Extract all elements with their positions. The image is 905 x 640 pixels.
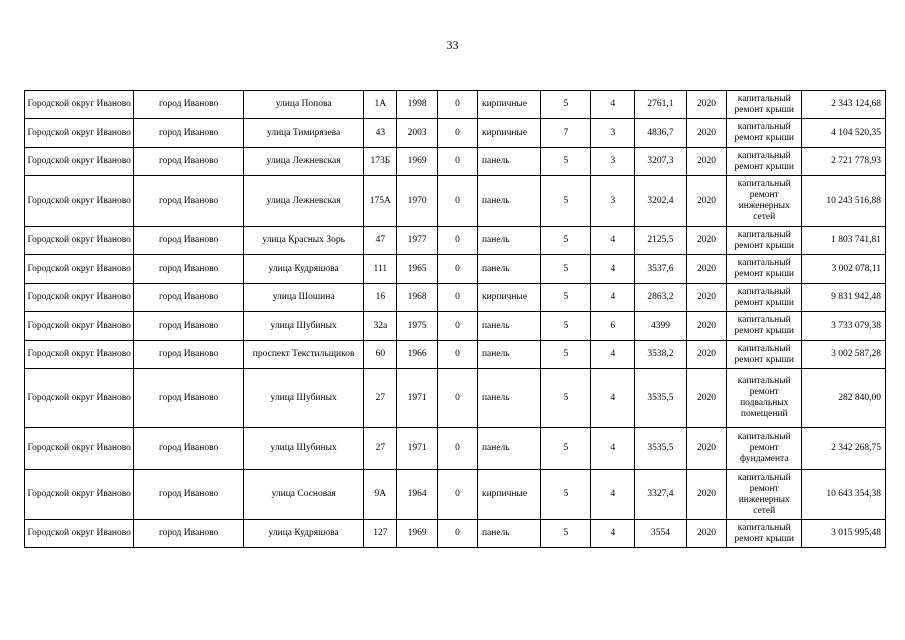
house-number-cell: 27: [364, 369, 397, 428]
flag-cell: 0: [438, 470, 478, 520]
build-year-cell: 1968: [397, 284, 438, 312]
work-type-cell: капитальный ремонт инженерных сетей: [727, 176, 802, 227]
entrances-cell: 4: [591, 341, 635, 369]
flag-cell: 0: [438, 284, 478, 312]
work-type-cell: капитальный ремонт инженерных сетей: [727, 470, 802, 520]
area-cell: 4399: [635, 312, 686, 341]
entrances-cell: 3: [591, 176, 635, 227]
entrances-cell: 4: [591, 369, 635, 428]
plan-year-cell: 2020: [686, 312, 727, 341]
wall-material-cell: панель: [477, 148, 540, 176]
work-type-cell: капитальный ремонт крыши: [727, 119, 802, 148]
floors-cell: 5: [541, 227, 591, 255]
floors-cell: 7: [541, 119, 591, 148]
build-year-cell: 1977: [397, 227, 438, 255]
district-cell: Городской округ Иваново: [25, 227, 134, 255]
district-cell: Городской округ Иваново: [25, 428, 134, 470]
floors-cell: 5: [541, 312, 591, 341]
entrances-cell: 4: [591, 227, 635, 255]
street-cell: улица Лежневская: [243, 176, 364, 227]
flag-cell: 0: [438, 428, 478, 470]
work-type-cell: капитальный ремонт крыши: [727, 312, 802, 341]
table-row: [25, 227, 886, 255]
work-type-cell: капитальный ремонт крыши: [727, 227, 802, 255]
city-cell: город Иваново: [134, 520, 243, 548]
wall-material-cell: кирпичные: [477, 470, 540, 520]
cost-cell: 3 015 995,48: [802, 520, 886, 548]
plan-year-cell: 2020: [686, 91, 727, 119]
cost-cell: 2 721 778,93: [802, 148, 886, 176]
work-type-cell: капитальный ремонт крыши: [727, 520, 802, 548]
street-cell: улица Красных Зорь: [243, 227, 364, 255]
work-type-cell: капитальный ремонт подвальных помещений: [727, 369, 802, 428]
flag-cell: 0: [438, 312, 478, 341]
build-year-cell: 1970: [397, 176, 438, 227]
house-number-cell: 60: [364, 341, 397, 369]
area-cell: 2125,5: [635, 227, 686, 255]
house-number-cell: 43: [364, 119, 397, 148]
floors-cell: 5: [541, 428, 591, 470]
floors-cell: 5: [541, 341, 591, 369]
table-row: [25, 119, 886, 148]
cost-cell: 2 343 124,68: [802, 91, 886, 119]
area-cell: 3535,5: [635, 369, 686, 428]
city-cell: город Иваново: [134, 119, 243, 148]
house-number-cell: 47: [364, 227, 397, 255]
table-row: [25, 284, 886, 312]
floors-cell: 5: [541, 255, 591, 284]
flag-cell: 0: [438, 341, 478, 369]
house-number-cell: 9А: [364, 470, 397, 520]
plan-year-cell: 2020: [686, 369, 727, 428]
build-year-cell: 1998: [397, 91, 438, 119]
build-year-cell: 1971: [397, 428, 438, 470]
build-year-cell: 1964: [397, 470, 438, 520]
floors-cell: 5: [541, 369, 591, 428]
cost-cell: 282 840,00: [802, 369, 886, 428]
house-number-cell: 127: [364, 520, 397, 548]
flag-cell: 0: [438, 119, 478, 148]
table-row: [25, 470, 886, 520]
plan-year-cell: 2020: [686, 428, 727, 470]
cost-cell: 3 733 079,38: [802, 312, 886, 341]
plan-year-cell: 2020: [686, 148, 727, 176]
area-cell: 2863,2: [635, 284, 686, 312]
city-cell: город Иваново: [134, 91, 243, 119]
street-cell: улица Шошина: [243, 284, 364, 312]
floors-cell: 5: [541, 520, 591, 548]
build-year-cell: 1971: [397, 369, 438, 428]
plan-year-cell: 2020: [686, 470, 727, 520]
house-number-cell: 32а: [364, 312, 397, 341]
wall-material-cell: панель: [477, 369, 540, 428]
floors-cell: 5: [541, 284, 591, 312]
street-cell: улица Шубиных: [243, 428, 364, 470]
plan-year-cell: 2020: [686, 255, 727, 284]
district-cell: Городской округ Иваново: [25, 284, 134, 312]
district-cell: Городской округ Иваново: [25, 369, 134, 428]
area-cell: 3207,3: [635, 148, 686, 176]
cost-cell: 3 002 587,28: [802, 341, 886, 369]
street-cell: проспект Текстильщиков: [243, 341, 364, 369]
area-cell: 2761,1: [635, 91, 686, 119]
entrances-cell: 6: [591, 312, 635, 341]
district-cell: Городской округ Иваново: [25, 520, 134, 548]
street-cell: улица Шубиных: [243, 369, 364, 428]
build-year-cell: 1966: [397, 341, 438, 369]
table-row: [25, 255, 886, 284]
cost-cell: 2 342 268,75: [802, 428, 886, 470]
work-type-cell: капитальный ремонт крыши: [727, 341, 802, 369]
wall-material-cell: кирпичные: [477, 119, 540, 148]
entrances-cell: 4: [591, 255, 635, 284]
wall-material-cell: панель: [477, 255, 540, 284]
wall-material-cell: панель: [477, 341, 540, 369]
cost-cell: 10 243 516,88: [802, 176, 886, 227]
table-row: [25, 520, 886, 548]
street-cell: улица Сосновая: [243, 470, 364, 520]
work-type-cell: капитальный ремонт крыши: [727, 148, 802, 176]
city-cell: город Иваново: [134, 428, 243, 470]
house-number-cell: 16: [364, 284, 397, 312]
table-row: [25, 369, 886, 428]
flag-cell: 0: [438, 148, 478, 176]
city-cell: город Иваново: [134, 148, 243, 176]
house-number-cell: 175А: [364, 176, 397, 227]
table-row: [25, 176, 886, 227]
area-cell: 3535,5: [635, 428, 686, 470]
flag-cell: 0: [438, 520, 478, 548]
house-number-cell: 111: [364, 255, 397, 284]
plan-year-cell: 2020: [686, 119, 727, 148]
city-cell: город Иваново: [134, 341, 243, 369]
city-cell: город Иваново: [134, 312, 243, 341]
area-cell: 3202,4: [635, 176, 686, 227]
build-year-cell: 1975: [397, 312, 438, 341]
district-cell: Городской округ Иваново: [25, 470, 134, 520]
build-year-cell: 1969: [397, 520, 438, 548]
flag-cell: 0: [438, 369, 478, 428]
floors-cell: 5: [541, 470, 591, 520]
area-cell: 3537,6: [635, 255, 686, 284]
district-cell: Городской округ Иваново: [25, 176, 134, 227]
district-cell: Городской округ Иваново: [25, 255, 134, 284]
table-row: [25, 341, 886, 369]
cost-cell: 9 831 942,48: [802, 284, 886, 312]
plan-year-cell: 2020: [686, 341, 727, 369]
street-cell: улица Кудряшова: [243, 520, 364, 548]
district-cell: Городской округ Иваново: [25, 148, 134, 176]
wall-material-cell: кирпичные: [477, 284, 540, 312]
cost-cell: 1 803 741,81: [802, 227, 886, 255]
floors-cell: 5: [541, 91, 591, 119]
area-cell: 3538,2: [635, 341, 686, 369]
floors-cell: 5: [541, 148, 591, 176]
plan-year-cell: 2020: [686, 520, 727, 548]
street-cell: улица Кудряшова: [243, 255, 364, 284]
plan-year-cell: 2020: [686, 176, 727, 227]
entrances-cell: 4: [591, 470, 635, 520]
street-cell: улица Попова: [243, 91, 364, 119]
plan-year-cell: 2020: [686, 227, 727, 255]
city-cell: город Иваново: [134, 255, 243, 284]
district-cell: Городской округ Иваново: [25, 91, 134, 119]
district-cell: Городской округ Иваново: [25, 341, 134, 369]
build-year-cell: 1965: [397, 255, 438, 284]
build-year-cell: 1969: [397, 148, 438, 176]
street-cell: улица Тимирязева: [243, 119, 364, 148]
city-cell: город Иваново: [134, 284, 243, 312]
house-number-cell: 27: [364, 428, 397, 470]
build-year-cell: 2003: [397, 119, 438, 148]
area-cell: 3554: [635, 520, 686, 548]
entrances-cell: 3: [591, 148, 635, 176]
cost-cell: 4 104 520,35: [802, 119, 886, 148]
city-cell: город Иваново: [134, 176, 243, 227]
flag-cell: 0: [438, 255, 478, 284]
work-type-cell: капитальный ремонт фундамента: [727, 428, 802, 470]
plan-year-cell: 2020: [686, 284, 727, 312]
house-number-cell: 173Б: [364, 148, 397, 176]
wall-material-cell: панель: [477, 227, 540, 255]
street-cell: улица Шубиных: [243, 312, 364, 341]
housing-repair-table: [24, 90, 886, 548]
entrances-cell: 4: [591, 428, 635, 470]
district-cell: Городской округ Иваново: [25, 312, 134, 341]
work-type-cell: капитальный ремонт крыши: [727, 91, 802, 119]
wall-material-cell: панель: [477, 520, 540, 548]
table-row: [25, 91, 886, 119]
entrances-cell: 4: [591, 284, 635, 312]
floors-cell: 5: [541, 176, 591, 227]
cost-cell: 3 002 078,11: [802, 255, 886, 284]
entrances-cell: 4: [591, 520, 635, 548]
work-type-cell: капитальный ремонт крыши: [727, 284, 802, 312]
district-cell: Городской округ Иваново: [25, 119, 134, 148]
table-row: [25, 312, 886, 341]
table-row: [25, 148, 886, 176]
flag-cell: 0: [438, 91, 478, 119]
page-number: 33: [446, 38, 459, 52]
cost-cell: 10 643 354,38: [802, 470, 886, 520]
wall-material-cell: панель: [477, 428, 540, 470]
area-cell: 4836,7: [635, 119, 686, 148]
city-cell: город Иваново: [134, 369, 243, 428]
entrances-cell: 4: [591, 91, 635, 119]
street-cell: улица Лежневская: [243, 148, 364, 176]
wall-material-cell: панель: [477, 312, 540, 341]
wall-material-cell: кирпичные: [477, 91, 540, 119]
area-cell: 3327,4: [635, 470, 686, 520]
work-type-cell: капитальный ремонт крыши: [727, 255, 802, 284]
flag-cell: 0: [438, 227, 478, 255]
wall-material-cell: панель: [477, 176, 540, 227]
flag-cell: 0: [438, 176, 478, 227]
city-cell: город Иваново: [134, 470, 243, 520]
house-number-cell: 1А: [364, 91, 397, 119]
city-cell: город Иваново: [134, 227, 243, 255]
table-row: [25, 428, 886, 470]
entrances-cell: 3: [591, 119, 635, 148]
